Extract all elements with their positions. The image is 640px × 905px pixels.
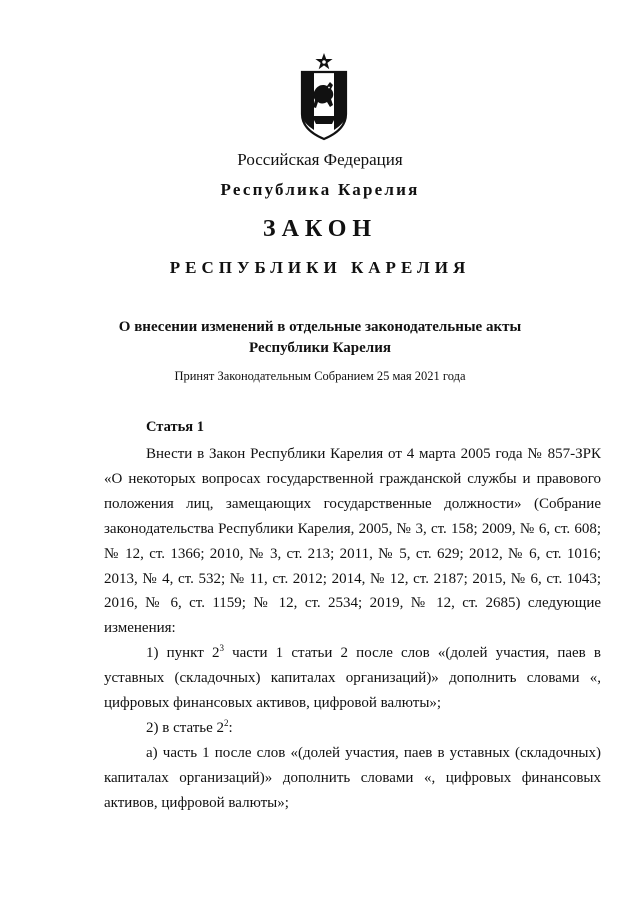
emblem-star — [315, 53, 332, 69]
document-title-line-2: Республики Карелия — [249, 340, 391, 356]
karelia-coat-of-arms-icon — [296, 52, 352, 142]
country-name: Российская Федерация — [237, 150, 403, 169]
adoption-note: Принят Законодательным Собранием 25 мая 2021 года — [174, 369, 466, 383]
law-heading: ЗАКОН — [262, 216, 378, 242]
document-title — [0, 317, 640, 359]
amendment-item-2 — [104, 716, 601, 741]
republic-name: Республика Карелия — [220, 180, 420, 199]
document-title-line-1: О внесении изменений в отдельные законодательные акты — [118, 319, 522, 335]
article-heading: Статья 1 — [146, 419, 204, 435]
amendment-item-2-rest: : — [228, 719, 233, 736]
superscript: 2 — [224, 717, 229, 728]
article-body — [104, 442, 601, 816]
amendment-item-1 — [104, 641, 601, 716]
amendment-subitem-2a: а) часть 1 после слов «(долей участия, паев в уставных (складочных) капиталах организаций)» дополнить словами «, цифровых финансовых активов, цифровой валюты»; — [104, 744, 601, 811]
amendment-item-1-rest: части 1 статьи 2 после слов «(долей участия, паев в уставных (складочных) капиталах организаций)» дополнить словами «, цифровых финансовых активов, цифровой валюты»; — [104, 645, 601, 712]
article-intro-paragraph: Внести в Закон Республики Карелия от 4 марта 2005 года № 857-ЗРК «О некоторых вопросах государственной гражданской службы и правового положения лиц, замещающих государственные должности» (Собрание законодательства Республики Карелия, 2005, № 3, ст. 158; 2009, № 6, ст. 608; № 12, ст. 1366; 2010, № 3, ст. 213; 2011, № 5, ст. 629; 2012, № 6, ст. 1016; 2013, № 4, ст. 532; № 11, ст. 2012; 2014, № 12, ст. 2187; 2015, № 6, ст. 1043; 2016, № 6, ст. 1159; № 12, ст. 2534; 2019, № 12, ст. 2685) следующие изменения: — [104, 446, 601, 637]
amendment-item-2-start: 2) в статье 2 — [146, 719, 225, 736]
law-subheading: РЕСПУБЛИКИ КАРЕЛИЯ — [169, 258, 471, 277]
amendment-item-1-start: 1) пункт 2 — [146, 645, 220, 662]
superscript: 3 — [219, 643, 224, 654]
